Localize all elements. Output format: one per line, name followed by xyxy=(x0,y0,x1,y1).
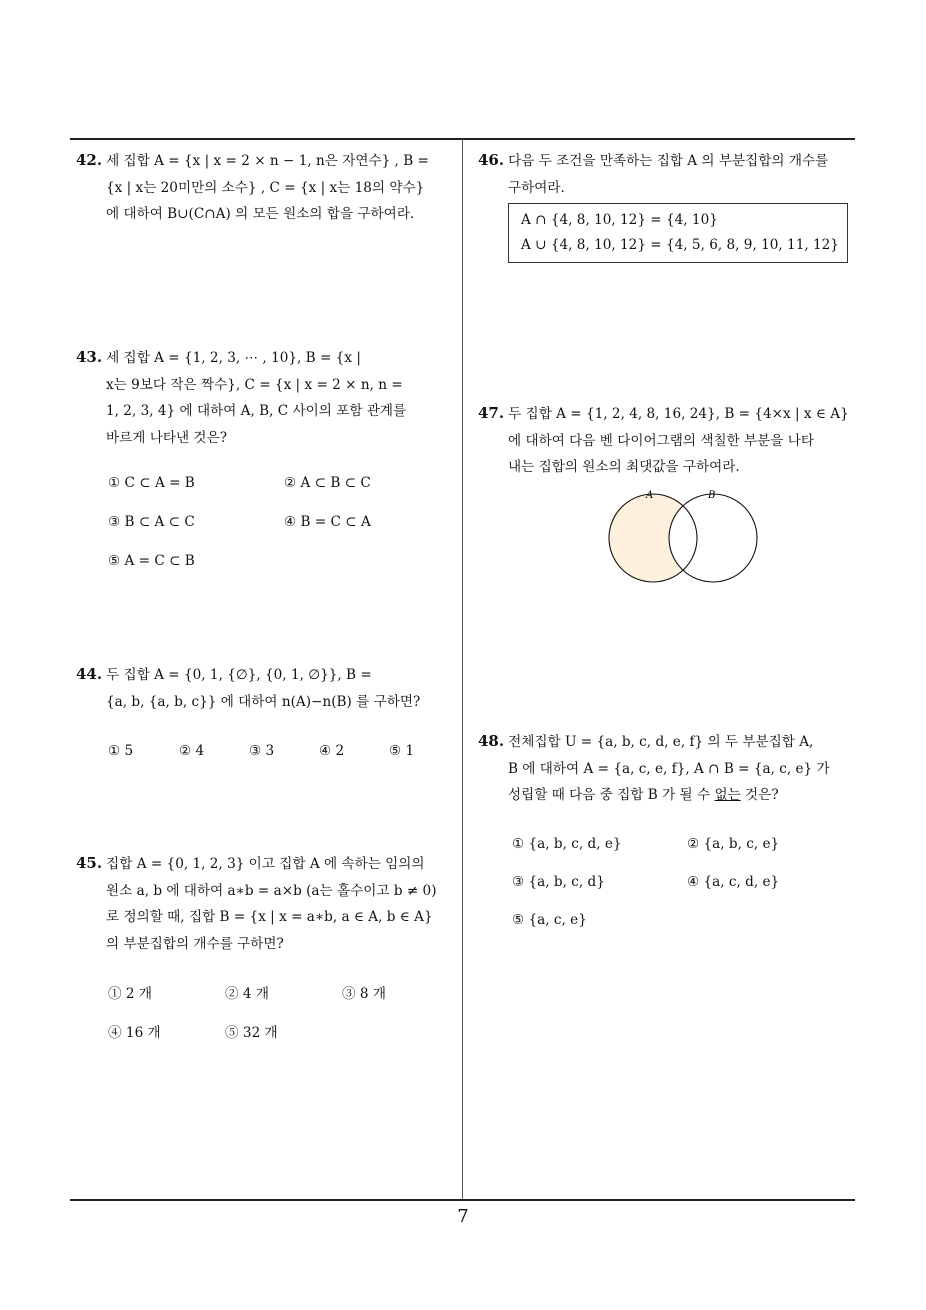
problem-text-line: 다음 두 조건을 만족하는 집합 A 의 부분집합의 개수를 xyxy=(508,153,829,169)
problem-number: 45. xyxy=(76,854,103,872)
underlined-word: 없는 xyxy=(714,787,741,803)
choice-2[interactable]: ② {a, b, c, e} xyxy=(687,836,780,852)
choice-2[interactable]: ② 4 xyxy=(179,743,205,759)
choice-3[interactable]: ③ {a, b, c, d} xyxy=(512,874,605,890)
problem-text-line: 1, 2, 3, 4} 에 대하여 A, B, C 사이의 포함 관계를 xyxy=(106,403,407,419)
choice-5[interactable]: ⑤ 32 개 xyxy=(225,1025,278,1041)
set-a-label: A xyxy=(646,490,654,501)
problem-text-line: 구하여라. xyxy=(508,179,565,196)
problem-text-line: 세 집합 A = {x | x = 2 × n − 1, n은 자연수} , B = xyxy=(106,153,429,169)
problem-text-line: {x | x는 20미만의 소수} , C = {x | x는 18의 약수} xyxy=(106,179,425,196)
problem-text-line: {a, b, {a, b, c}} 에 대하여 n(A)−n(B) 를 구하면? xyxy=(106,693,421,710)
problem-number: 47. xyxy=(478,404,505,422)
problem-text-fragment: 성립할 때 다음 중 집합 B 가 될 수 xyxy=(508,787,715,803)
problem-46 xyxy=(478,147,862,201)
choice-1[interactable]: ① 2 개 xyxy=(108,986,153,1002)
choice-5[interactable]: ⑤ 1 xyxy=(389,743,415,759)
condition-line: A ∩ {4, 8, 10, 12} = {4, 10} xyxy=(521,212,718,228)
problem-text-line: 에 대하여 다음 벤 다이어그램의 색칠한 부분을 나타 xyxy=(508,432,815,449)
problem-47 xyxy=(478,400,862,481)
problem-number: 48. xyxy=(478,732,505,750)
problem-42 xyxy=(76,147,460,228)
page-number: 7 xyxy=(457,1206,469,1227)
column-divider xyxy=(462,139,463,1200)
problem-text-line: 세 집합 A = {1, 2, 3, ⋯ , 10}, B = {x | xyxy=(106,350,361,366)
problem-number: 46. xyxy=(478,151,505,169)
choice-5[interactable]: ⑤ A = C ⊂ B xyxy=(108,553,195,569)
problem-number: 42. xyxy=(76,151,103,169)
set-b-label: B xyxy=(708,490,716,501)
problem-text-fragment: 것은? xyxy=(740,787,779,803)
problem-text-line: 전체집합 U = {a, b, c, d, e, f} 의 두 부분집합 A, xyxy=(508,734,814,750)
problem-48 xyxy=(478,728,862,809)
problem-text-line: 내는 집합의 원소의 최댓값을 구하여라. xyxy=(508,459,740,475)
problem-text-line: 원소 a, b 에 대하여 a∗b = a×b (a는 홀수이고 b ≠ 0) xyxy=(106,882,437,899)
problem-text-line: 의 부분집합의 개수를 구하면? xyxy=(106,935,284,952)
choice-1[interactable]: ① C ⊂ A = B xyxy=(108,475,195,491)
problem-number: 43. xyxy=(76,348,103,366)
condition-box xyxy=(508,203,848,263)
problem-45 xyxy=(76,850,460,957)
choice-4[interactable]: ④ {a, c, d, e} xyxy=(687,874,780,890)
choice-3[interactable]: ③ 8 개 xyxy=(342,986,387,1002)
choice-3[interactable]: ③ 3 xyxy=(249,743,275,759)
problem-44 xyxy=(76,661,460,715)
problem-text-line: 로 정의할 때, 집합 B = {x | x = a∗b, a ∈ A, b ∈ A} xyxy=(106,909,433,925)
problem-text-line: 에 대하여 B∪(C∩A) 의 모든 원소의 합을 구하여라. xyxy=(106,206,415,222)
choice-2[interactable]: ② A ⊂ B ⊂ C xyxy=(284,475,371,491)
choice-1[interactable]: ① 5 xyxy=(108,743,134,759)
choice-5[interactable]: ⑤ {a, c, e} xyxy=(512,912,587,928)
problem-text-line: x는 9보다 작은 짝수}, C = {x | x = 2 × n, n = xyxy=(106,376,403,393)
problem-text-line: 두 집합 A = {1, 2, 4, 8, 16, 24}, B = {4×x | x ∈ A} xyxy=(508,406,849,422)
problem-43 xyxy=(76,344,460,451)
problem-text-line: B 에 대하여 A = {a, c, e, f}, A ∩ B = {a, c, e} 가 xyxy=(508,760,830,777)
problem-text-line: 집합 A = {0, 1, 2, 3} 이고 집합 A 에 속하는 임의의 xyxy=(106,856,425,872)
condition-line: A ∪ {4, 8, 10, 12} = {4, 5, 6, 8, 9, 10, 11, 12} xyxy=(521,237,839,253)
problem-number: 44. xyxy=(76,665,103,683)
choice-3[interactable]: ③ B ⊂ A ⊂ C xyxy=(108,514,195,530)
choice-4[interactable]: ④ 16 개 xyxy=(108,1025,161,1041)
problem-text-line: 두 집합 A = {0, 1, {∅}, {0, 1, ∅}}, B = xyxy=(106,667,372,683)
choice-4[interactable]: ④ 2 xyxy=(319,743,345,759)
problem-text-line: 바르게 나타낸 것은? xyxy=(106,429,227,446)
choice-2[interactable]: ② 4 개 xyxy=(225,986,270,1002)
choice-4[interactable]: ④ B = C ⊂ A xyxy=(284,514,371,530)
bottom-rule xyxy=(70,1199,855,1201)
choice-1[interactable]: ① {a, b, c, d, e} xyxy=(512,836,622,852)
venn-diagram xyxy=(600,484,770,590)
